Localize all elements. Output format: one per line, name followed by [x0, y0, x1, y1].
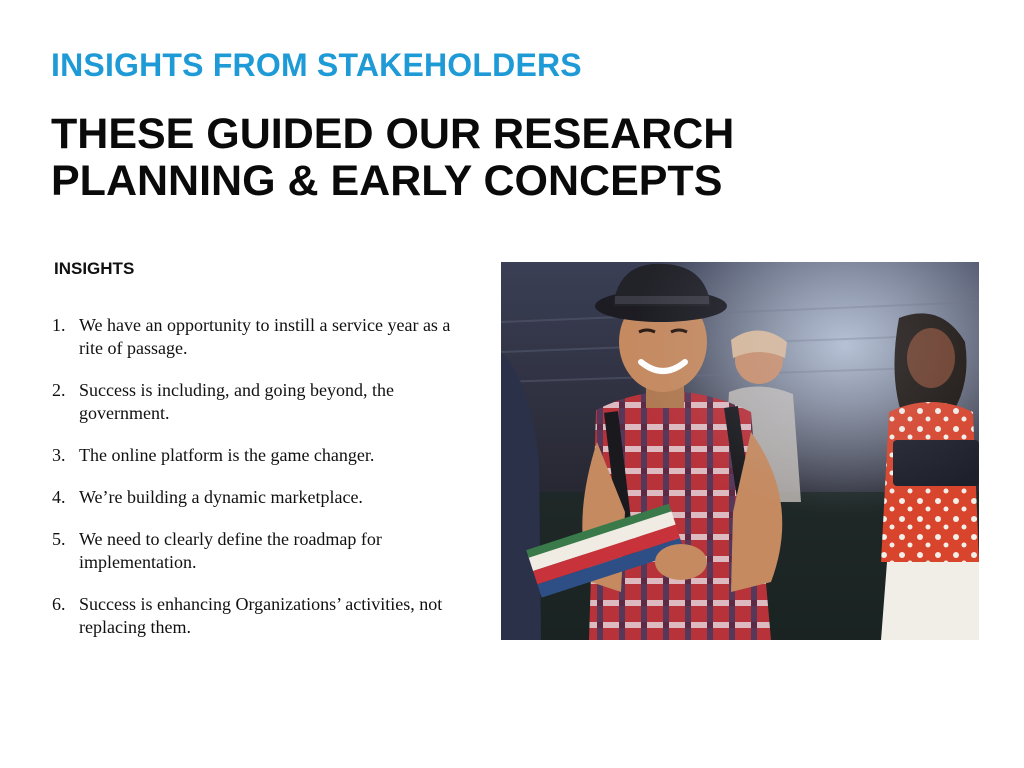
headline-line-2: PLANNING & EARLY CONCEPTS: [51, 157, 723, 205]
list-item-text: We’re building a dynamic marketplace.: [79, 487, 363, 507]
list-item-number: 4.: [52, 487, 66, 507]
kicker-title: INSIGHTS FROM STAKEHOLDERS: [51, 47, 582, 83]
list-item-number: 1.: [52, 315, 66, 335]
list-item: [52, 314, 472, 360]
student-photo: [501, 262, 979, 640]
section-label-insights: INSIGHTS: [54, 259, 135, 278]
list-item-text: Success is including, and going beyond, the government.: [79, 380, 394, 423]
list-item-number: 6.: [52, 594, 66, 614]
list-item: [52, 379, 472, 425]
list-item-number: 3.: [52, 445, 66, 465]
list-item: [52, 486, 472, 509]
list-item: [52, 444, 472, 467]
list-item-text: We need to clearly define the roadmap for implementation.: [79, 529, 382, 572]
insight-list: [52, 314, 472, 658]
list-item-text: We have an opportunity to instill a service year as a rite of passage.: [79, 315, 451, 358]
list-item-text: Success is enhancing Organizations’ activities, not replacing them.: [79, 594, 443, 637]
photo-illustration: [501, 262, 979, 640]
list-item-number: 2.: [52, 380, 66, 400]
list-item-number: 5.: [52, 529, 66, 549]
list-item: [52, 528, 472, 574]
list-item-text: The online platform is the game changer.: [79, 445, 375, 465]
page-title: [51, 111, 951, 205]
list-item: [52, 593, 472, 639]
headline-line-1: THESE GUIDED OUR RESEARCH: [51, 110, 735, 158]
